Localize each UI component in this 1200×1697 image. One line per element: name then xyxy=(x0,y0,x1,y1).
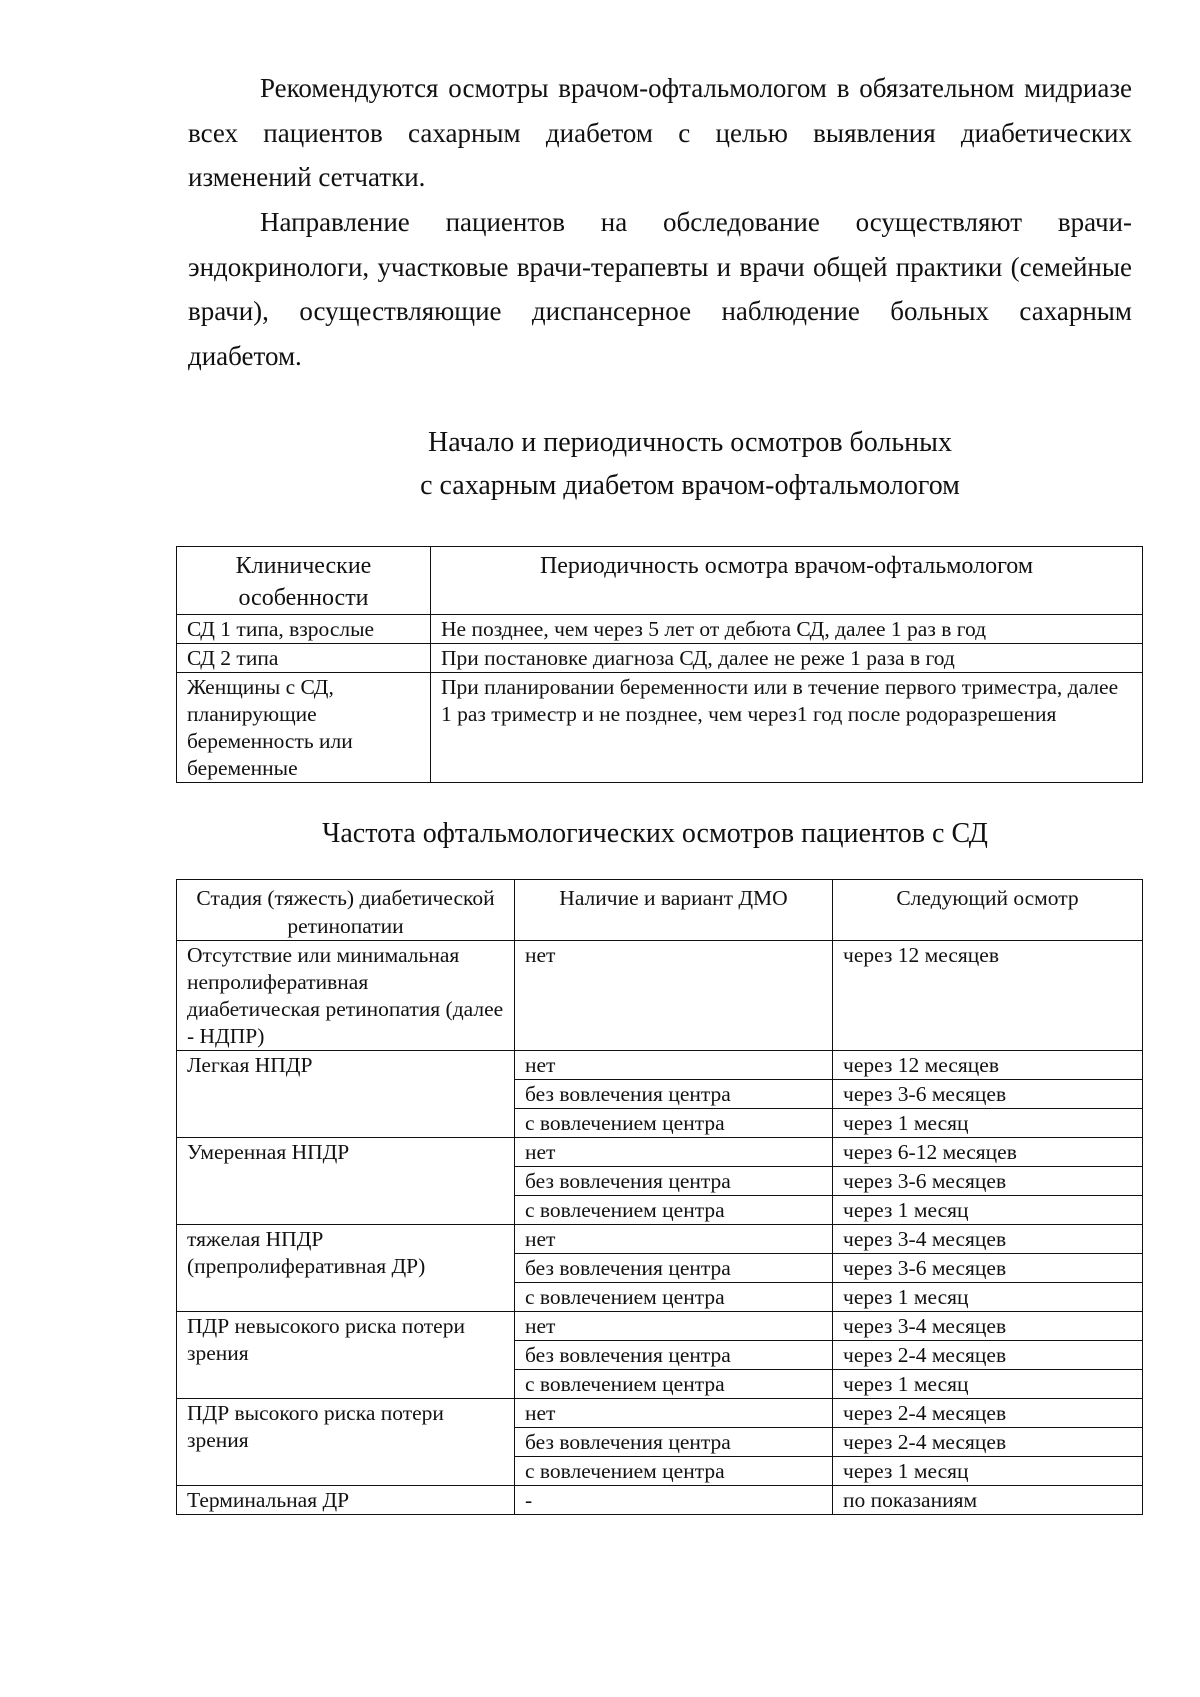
dme-cell: нет xyxy=(515,941,833,1051)
next-exam-cell: через 3-6 месяцев xyxy=(833,1167,1143,1196)
stage-cell: Умеренная НПДР xyxy=(177,1138,515,1225)
table1-title-line1: Начало и периодичность осмотров больных xyxy=(428,427,952,458)
table-cell: Женщины с СД, планирующие беременность или беременные xyxy=(177,673,431,783)
dme-cell: - xyxy=(515,1486,833,1515)
next-exam-cell: через 12 месяцев xyxy=(833,1051,1143,1080)
paragraph-referral: Направление пациентов на обследование осуществляют врачи-эндокринологи, участковые врачи-терапевты и врачи общей практики (семейные врачи), осуществляющие диспансерное наблюдение больных сахарным диабетом. xyxy=(188,207,1132,371)
stage-cell: ПДР невысокого риска потери зрения xyxy=(177,1312,515,1399)
table-row xyxy=(177,615,1143,644)
next-exam-cell: по показаниям xyxy=(833,1486,1143,1515)
dme-cell: без вовлечения центра xyxy=(515,1080,833,1109)
paragraph-recommendation: Рекомендуются осмотры врачом-офтальмологом в обязательном мидриазе всех пациентов сахарным диабетом с целью выявления диабетических изменений сетчатки. xyxy=(188,73,1132,192)
next-exam-cell: через 1 месяц xyxy=(833,1283,1143,1312)
column-header: Наличие и вариант ДМО xyxy=(515,880,833,941)
table-header-row xyxy=(177,880,1143,941)
dme-cell: с вовлечением центра xyxy=(515,1196,833,1225)
column-header: Периодичность осмотра врачом-офтальмологом xyxy=(431,547,1143,615)
table-cell: Не позднее, чем через 5 лет от дебюта СД, далее 1 раз в год xyxy=(431,615,1143,644)
column-header: Клинические особенности xyxy=(177,547,431,615)
dme-cell: с вовлечением центра xyxy=(515,1370,833,1399)
dme-cell: без вовлечения центра xyxy=(515,1167,833,1196)
dme-cell: нет xyxy=(515,1399,833,1428)
stage-cell: ПДР высокого риска потери зрения xyxy=(177,1399,515,1486)
table1-title xyxy=(300,421,1080,507)
dme-cell: с вовлечением центра xyxy=(515,1457,833,1486)
exam-frequency-table xyxy=(176,879,1143,1515)
dme-cell: с вовлечением центра xyxy=(515,1109,833,1138)
table-cell: СД 2 типа xyxy=(177,644,431,673)
table-row xyxy=(177,644,1143,673)
next-exam-cell: через 12 месяцев xyxy=(833,941,1143,1051)
table-cell: При постановке диагноза СД, далее не реже 1 раза в год xyxy=(431,644,1143,673)
next-exam-cell: через 1 месяц xyxy=(833,1370,1143,1399)
table-row xyxy=(177,673,1143,783)
dme-cell: без вовлечения центра xyxy=(515,1428,833,1457)
next-exam-cell: через 1 месяц xyxy=(833,1196,1143,1225)
next-exam-cell: через 3-6 месяцев xyxy=(833,1254,1143,1283)
table1-title-line2: с сахарным диабетом врачом-офтальмологом xyxy=(420,470,960,501)
table-row xyxy=(177,941,1143,1051)
dme-cell: с вовлечением центра xyxy=(515,1283,833,1312)
dme-cell: нет xyxy=(515,1051,833,1080)
table-row xyxy=(177,1312,1143,1341)
next-exam-cell: через 2-4 месяцев xyxy=(833,1341,1143,1370)
next-exam-cell: через 1 месяц xyxy=(833,1109,1143,1138)
stage-cell: Легкая НПДР xyxy=(177,1051,515,1138)
next-exam-cell: через 3-6 месяцев xyxy=(833,1080,1143,1109)
next-exam-cell: через 2-4 месяцев xyxy=(833,1399,1143,1428)
dme-cell: нет xyxy=(515,1138,833,1167)
exam-periodicity-table xyxy=(176,546,1143,783)
table2-title: Частота офтальмологических осмотров пациентов с СД xyxy=(322,818,988,849)
next-exam-cell: через 1 месяц xyxy=(833,1457,1143,1486)
stage-cell: тяжелая НПДР (препролиферативная ДР) xyxy=(177,1225,515,1312)
stage-cell: Отсутствие или минимальная непролиферативная диабетическая ретинопатия (далее - НДПР) xyxy=(177,941,515,1051)
table-row xyxy=(177,1486,1143,1515)
dme-cell: без вовлечения центра xyxy=(515,1341,833,1370)
dme-cell: нет xyxy=(515,1225,833,1254)
table-cell: СД 1 типа, взрослые xyxy=(177,615,431,644)
column-header: Стадия (тяжесть) диабетической ретинопатии xyxy=(177,880,515,941)
next-exam-cell: через 3-4 месяцев xyxy=(833,1312,1143,1341)
stage-cell: Терминальная ДР xyxy=(177,1486,515,1515)
table-cell: При планировании беременности или в течение первого триместра, далее 1 раз триместр и не позднее, чем через1 год после родоразрешения xyxy=(431,673,1143,783)
next-exam-cell: через 6-12 месяцев xyxy=(833,1138,1143,1167)
column-header: Следующий осмотр xyxy=(833,880,1143,941)
table-row xyxy=(177,1399,1143,1428)
table-row xyxy=(177,1225,1143,1254)
table-row xyxy=(177,1051,1143,1080)
next-exam-cell: через 2-4 месяцев xyxy=(833,1428,1143,1457)
dme-cell: без вовлечения центра xyxy=(515,1254,833,1283)
table-header-row xyxy=(177,547,1143,615)
table-row xyxy=(177,1138,1143,1167)
next-exam-cell: через 3-4 месяцев xyxy=(833,1225,1143,1254)
dme-cell: нет xyxy=(515,1312,833,1341)
